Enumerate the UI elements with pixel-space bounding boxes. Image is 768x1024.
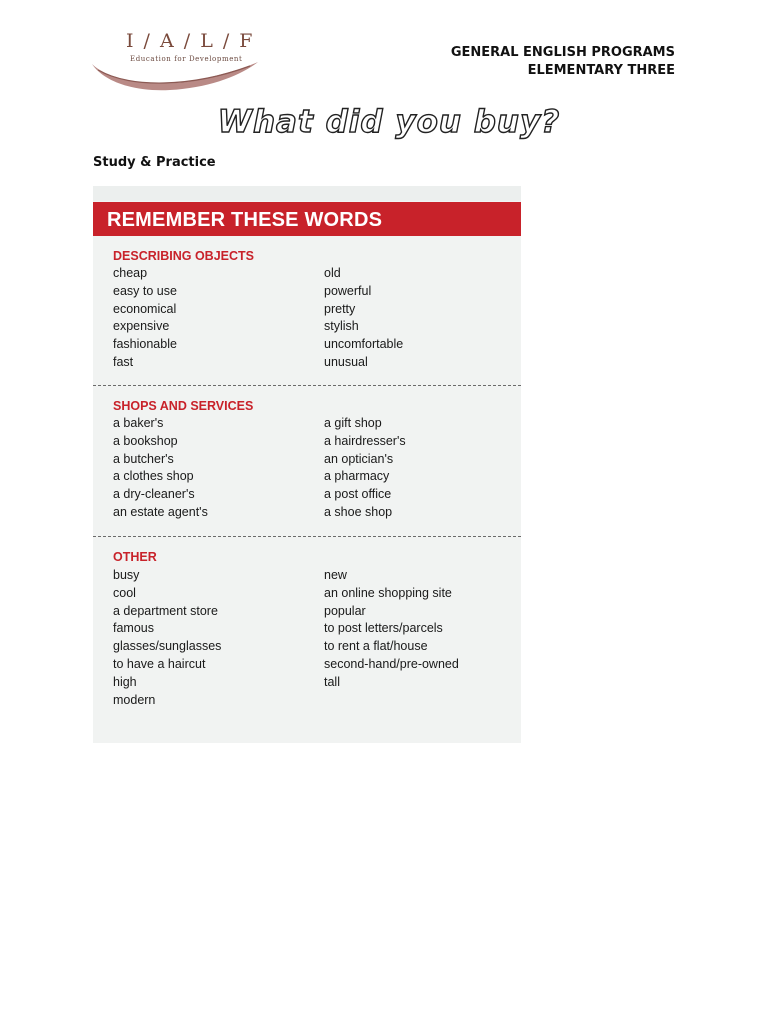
section-heading-other: OTHER	[113, 550, 157, 564]
word-item: stylish	[324, 319, 359, 334]
program-header	[451, 44, 675, 80]
word-item: second-hand/pre-owned	[324, 656, 459, 671]
section-divider	[93, 385, 521, 386]
word-item: busy	[113, 568, 140, 582]
word-list-left	[113, 567, 221, 709]
word-item: a post office	[324, 487, 392, 502]
word-item: a butcher's	[113, 451, 174, 466]
vocabulary-box	[93, 186, 521, 743]
word-item: economical	[113, 301, 177, 316]
word-item: new	[324, 568, 347, 582]
word-item: a dry-cleaner's	[113, 487, 195, 502]
word-item: a bookshop	[113, 433, 178, 448]
word-item: a hairdresser's	[324, 433, 406, 448]
section-subtitle: Study & Practice	[93, 155, 216, 170]
word-list-right	[324, 567, 459, 692]
word-item: expensive	[113, 319, 170, 334]
word-item: an online shopping site	[324, 585, 452, 600]
word-item: powerful	[324, 283, 372, 298]
word-item: high	[113, 674, 137, 689]
program-name: GENERAL ENGLISH PROGRAMS	[450, 45, 675, 60]
word-item: a shoe shop	[324, 504, 393, 519]
word-item: famous	[113, 621, 154, 636]
word-item: uncomfortable	[324, 337, 404, 352]
word-item: to have a haircut	[113, 656, 206, 671]
word-list-left	[113, 265, 177, 372]
word-item: glasses/sunglasses	[113, 639, 222, 654]
word-item: tall	[324, 674, 340, 689]
section-heading-describing-objects: DESCRIBING OBJECTS	[113, 249, 254, 263]
word-item: cheap	[113, 266, 148, 280]
word-item: to rent a flat/house	[324, 639, 428, 654]
word-item: modern	[113, 692, 156, 707]
box-top-strip	[93, 186, 521, 201]
ialf-logo	[90, 26, 290, 98]
vocabulary-banner	[93, 202, 521, 236]
word-item: a clothes shop	[113, 469, 194, 484]
logo-tagline: Education for Development	[130, 55, 243, 63]
page-title: What did you buy?	[217, 104, 561, 140]
word-item: a department store	[113, 603, 218, 618]
banner-title: REMEMBER THESE WORDS	[107, 209, 383, 231]
word-item: unusual	[324, 354, 368, 369]
word-item: a baker's	[113, 416, 164, 430]
word-list-right	[324, 265, 403, 372]
word-item: an optician's	[324, 451, 394, 466]
word-item: popular	[324, 603, 366, 618]
word-item: a gift shop	[324, 416, 382, 430]
word-item: cool	[113, 585, 136, 600]
section-divider	[93, 536, 521, 537]
section-heading-shops-and-services: SHOPS AND SERVICES	[113, 399, 254, 413]
word-list-right	[324, 415, 406, 522]
logo-letters: I / A / L / F	[126, 30, 255, 52]
word-item: old	[324, 266, 341, 280]
word-list-left	[113, 415, 208, 522]
word-item: an estate agent's	[113, 504, 208, 519]
program-level: ELEMENTARY THREE	[527, 63, 675, 78]
word-item: pretty	[324, 301, 356, 316]
word-item: fast	[113, 354, 134, 369]
word-item: fashionable	[113, 337, 177, 352]
word-item: easy to use	[113, 283, 177, 298]
word-item: to post letters/parcels	[324, 621, 443, 636]
word-item: a pharmacy	[324, 469, 390, 484]
